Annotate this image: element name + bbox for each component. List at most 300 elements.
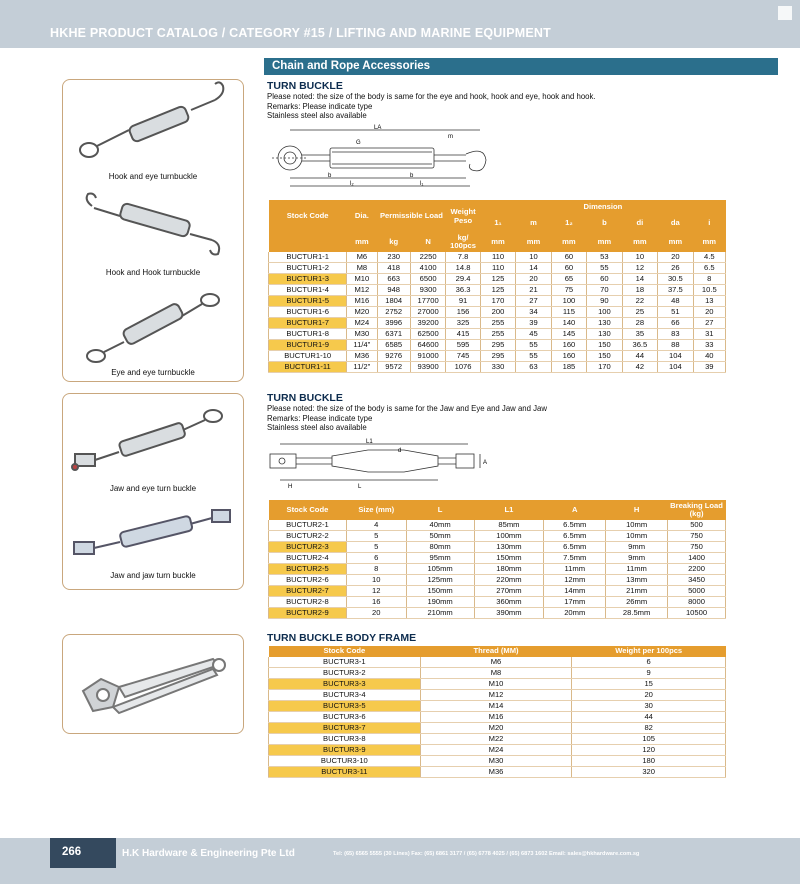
- value-cell: 220mm: [474, 575, 544, 586]
- value-cell: 100: [551, 296, 586, 307]
- caption-hook-hook: Hook and Hook turnbuckle: [105, 268, 201, 277]
- table-row: [269, 690, 726, 701]
- stock-code-cell: BUCTUR3-1: [269, 657, 421, 668]
- tb1-header-dim-4: di: [636, 217, 644, 227]
- value-cell: 11mm: [544, 564, 606, 575]
- value-cell: 948: [377, 285, 410, 296]
- value-cell: 150mm: [406, 586, 474, 597]
- page-number: 266: [50, 838, 116, 868]
- value-cell: 100: [587, 307, 622, 318]
- value-cell: 6: [346, 553, 406, 564]
- value-cell: 3996: [377, 318, 410, 329]
- tb1-diagram-label-l1: l₁: [420, 181, 424, 187]
- table-row: [269, 274, 726, 285]
- value-cell: 22: [622, 296, 657, 307]
- value-cell: M8: [347, 263, 377, 274]
- value-cell: 65: [551, 274, 586, 285]
- value-cell: M6: [420, 657, 572, 668]
- value-cell: M6: [347, 252, 377, 263]
- value-cell: 160: [551, 340, 586, 351]
- stock-code-cell: BUCTUR2-8: [269, 597, 347, 608]
- value-cell: 595: [446, 340, 480, 351]
- stock-code-cell: BUCTUR1-5: [269, 296, 347, 307]
- tb2-title: TURN BUCKLE: [267, 392, 343, 404]
- tb2-header-5: H: [633, 504, 640, 514]
- table-row: [269, 542, 726, 553]
- value-cell: M8: [420, 668, 572, 679]
- value-cell: 270mm: [474, 586, 544, 597]
- value-cell: 70: [587, 285, 622, 296]
- tb2-diagram-label-l1: L1: [366, 439, 373, 445]
- table-row: [269, 553, 726, 564]
- tb2-header-0: Stock Code: [286, 504, 329, 514]
- value-cell: 1400: [668, 553, 726, 564]
- value-cell: 91000: [410, 351, 445, 362]
- body-frame-image-box: [62, 634, 244, 734]
- tb1-diagram-label-b2: b: [410, 173, 414, 179]
- value-cell: 93900: [410, 362, 445, 373]
- tb3-header-2: Weight per 100pcs: [615, 646, 683, 656]
- value-cell: 62500: [410, 329, 445, 340]
- caption-jaw-eye: Jaw and eye turn buckle: [109, 484, 197, 493]
- tb3-table: [268, 646, 726, 778]
- value-cell: 20: [346, 608, 406, 619]
- tb2-table: [268, 500, 726, 619]
- value-cell: 6.5mm: [544, 542, 606, 553]
- value-cell: 170: [480, 296, 515, 307]
- table-row: [269, 679, 726, 690]
- value-cell: 10: [516, 252, 551, 263]
- value-cell: 150mm: [474, 553, 544, 564]
- value-cell: 9mm: [606, 542, 668, 553]
- tb1-units-row: [269, 231, 726, 252]
- value-cell: 13mm: [606, 575, 668, 586]
- stock-code-cell: BUCTUR1-6: [269, 307, 347, 318]
- stock-code-cell: BUCTUR3-8: [269, 734, 421, 745]
- value-cell: 14.8: [446, 263, 480, 274]
- value-cell: M14: [420, 701, 572, 712]
- value-cell: 6.5mm: [544, 520, 606, 531]
- value-cell: 26: [658, 263, 693, 274]
- value-cell: 150: [587, 351, 622, 362]
- value-cell: 10: [622, 252, 657, 263]
- stock-code-cell: BUCTUR2-6: [269, 575, 347, 586]
- value-cell: 115: [551, 307, 586, 318]
- value-cell: 360mm: [474, 597, 544, 608]
- table-row: [269, 745, 726, 756]
- value-cell: 21: [516, 285, 551, 296]
- value-cell: 10500: [668, 608, 726, 619]
- table-row: [269, 329, 726, 340]
- tb2-header-row: [269, 500, 726, 520]
- stock-code-cell: BUCTUR2-9: [269, 608, 347, 619]
- tb1-diagram-label-la: LA: [374, 125, 382, 131]
- value-cell: 11/2": [347, 362, 377, 373]
- value-cell: 104: [658, 351, 693, 362]
- value-cell: 35: [622, 329, 657, 340]
- value-cell: 39: [516, 318, 551, 329]
- value-cell: 28: [622, 318, 657, 329]
- value-cell: 125: [480, 285, 515, 296]
- value-cell: 745: [446, 351, 480, 362]
- table-row: [269, 701, 726, 712]
- stock-code-cell: BUCTUR1-11: [269, 362, 347, 373]
- value-cell: 10.5: [693, 285, 725, 296]
- tb2-diagram-label-d: d: [398, 448, 402, 454]
- table-row: [269, 767, 726, 778]
- value-cell: 66: [658, 318, 693, 329]
- value-cell: 180: [572, 756, 726, 767]
- value-cell: 4: [346, 520, 406, 531]
- value-cell: 11/4": [347, 340, 377, 351]
- value-cell: 130: [587, 318, 622, 329]
- value-cell: 130: [587, 329, 622, 340]
- value-cell: 6: [572, 657, 726, 668]
- stock-code-cell: BUCTUR3-10: [269, 756, 421, 767]
- value-cell: 60: [587, 274, 622, 285]
- value-cell: 31: [693, 329, 725, 340]
- value-cell: 104: [658, 362, 693, 373]
- table-row: [269, 263, 726, 274]
- tb2-note-1: Please noted: the size of the body is same for the Jaw and Eye and Jaw and Jaw: [267, 404, 547, 413]
- value-cell: M36: [347, 351, 377, 362]
- header-band: [0, 0, 800, 48]
- value-cell: 210mm: [406, 608, 474, 619]
- value-cell: 390mm: [474, 608, 544, 619]
- tb1-header-stock: Stock Code: [286, 211, 329, 220]
- value-cell: 4.5: [693, 252, 725, 263]
- value-cell: 83: [658, 329, 693, 340]
- value-cell: 100mm: [474, 531, 544, 542]
- value-cell: 295: [480, 340, 515, 351]
- value-cell: 60: [551, 252, 586, 263]
- value-cell: 20: [516, 274, 551, 285]
- value-cell: 88: [658, 340, 693, 351]
- contact-info: Tel: (65) 6565 5555 (30 Lines) Fax: (65) 6861 3177 / (65) 6778 4025 / (65) 6873 1602 Email: sales@hkhardware.com.sg: [333, 851, 640, 857]
- value-cell: 156: [446, 307, 480, 318]
- table-row: [269, 756, 726, 767]
- value-cell: 33: [693, 340, 725, 351]
- value-cell: 180mm: [474, 564, 544, 575]
- value-cell: 500: [668, 520, 726, 531]
- value-cell: 44: [622, 351, 657, 362]
- stock-code-cell: BUCTUR1-8: [269, 329, 347, 340]
- table-row: [269, 597, 726, 608]
- tb1-diagram-label-l2: l₂: [350, 181, 354, 187]
- tb1-unit-1: kg: [389, 236, 399, 246]
- tb1-diagram-label-b1: b: [328, 173, 332, 179]
- value-cell: 415: [446, 329, 480, 340]
- value-cell: M10: [347, 274, 377, 285]
- value-cell: 48: [658, 296, 693, 307]
- value-cell: 190mm: [406, 597, 474, 608]
- table-row: [269, 351, 726, 362]
- value-cell: 80mm: [406, 542, 474, 553]
- tb1-table: [268, 200, 726, 373]
- value-cell: 230: [377, 252, 410, 263]
- tb1-unit-8: mm: [633, 236, 647, 246]
- value-cell: 14: [622, 274, 657, 285]
- value-cell: 5: [346, 531, 406, 542]
- value-cell: 2250: [410, 252, 445, 263]
- stock-code-cell: BUCTUR1-10: [269, 351, 347, 362]
- value-cell: 82: [572, 723, 726, 734]
- stock-code-cell: BUCTUR1-4: [269, 285, 347, 296]
- value-cell: 51: [658, 307, 693, 318]
- value-cell: 40: [693, 351, 725, 362]
- tb1-unit-9: mm: [668, 236, 683, 246]
- caption-jaw-jaw: Jaw and jaw turn buckle: [110, 571, 196, 580]
- stock-code-cell: BUCTUR2-3: [269, 542, 347, 553]
- tb1-header-dim-1: m: [530, 217, 537, 227]
- footer-band: [0, 838, 800, 884]
- tb1-header-dim-0: 1₁: [494, 217, 502, 227]
- table-row: [269, 252, 726, 263]
- value-cell: M30: [347, 329, 377, 340]
- tb1-header-dim-6: i: [708, 217, 711, 227]
- value-cell: 5000: [668, 586, 726, 597]
- table-row: [269, 734, 726, 745]
- value-cell: 185: [551, 362, 586, 373]
- stock-code-cell: BUCTUR2-1: [269, 520, 347, 531]
- value-cell: 150: [587, 340, 622, 351]
- value-cell: 418: [377, 263, 410, 274]
- value-cell: 325: [446, 318, 480, 329]
- value-cell: 44: [572, 712, 726, 723]
- value-cell: 17mm: [544, 597, 606, 608]
- tb1-unit-0: mm: [355, 236, 369, 246]
- value-cell: 85mm: [474, 520, 544, 531]
- value-cell: 20: [572, 690, 726, 701]
- value-cell: 105: [572, 734, 726, 745]
- value-cell: 26mm: [606, 597, 668, 608]
- tb1-header-permissible: Permissible Load: [379, 211, 443, 220]
- value-cell: M12: [347, 285, 377, 296]
- stock-code-cell: BUCTUR2-7: [269, 586, 347, 597]
- value-cell: 13: [693, 296, 725, 307]
- value-cell: 27: [693, 318, 725, 329]
- stock-code-cell: BUCTUR1-3: [269, 274, 347, 285]
- value-cell: 7.5mm: [544, 553, 606, 564]
- tb1-note-2: Remarks: Please indicate type: [267, 101, 373, 111]
- table-row: [269, 657, 726, 668]
- body-frame-image: [63, 635, 245, 735]
- value-cell: M24: [420, 745, 572, 756]
- value-cell: 663: [377, 274, 410, 285]
- value-cell: 75: [551, 285, 586, 296]
- company-name: H.K Hardware & Engineering Pte Ltd: [122, 848, 295, 859]
- value-cell: 6500: [410, 274, 445, 285]
- tb2-note-3: Stainless steel also available: [267, 423, 367, 433]
- value-cell: 130mm: [474, 542, 544, 553]
- value-cell: 8: [693, 274, 725, 285]
- value-cell: 9: [572, 668, 726, 679]
- stock-code-cell: BUCTUR2-5: [269, 564, 347, 575]
- value-cell: 6.5mm: [544, 531, 606, 542]
- tb2-header-2: L: [437, 504, 443, 514]
- value-cell: 125mm: [406, 575, 474, 586]
- value-cell: 105mm: [406, 564, 474, 575]
- value-cell: 1804: [377, 296, 410, 307]
- value-cell: 20: [658, 252, 693, 263]
- tb3-body: [269, 657, 726, 778]
- tb1-title: TURN BUCKLE: [267, 80, 343, 92]
- value-cell: 6.5: [693, 263, 725, 274]
- value-cell: M16: [347, 296, 377, 307]
- value-cell: 10mm: [606, 531, 668, 542]
- tb1-diagram-label-g: G: [356, 140, 361, 146]
- tb1-diagram-label-m: m: [448, 134, 453, 140]
- stock-code-cell: BUCTUR3-11: [269, 767, 421, 778]
- table-row: [269, 318, 726, 329]
- tb1-unit-7: mm: [597, 236, 612, 246]
- value-cell: 36.3: [446, 285, 480, 296]
- tb2-diagram-label-h: H: [288, 484, 293, 490]
- value-cell: 750: [668, 531, 726, 542]
- value-cell: 45: [516, 329, 551, 340]
- table-row: [269, 712, 726, 723]
- stock-code-cell: BUCTUR3-5: [269, 701, 421, 712]
- tb1-note-3: Stainless steel also available: [267, 111, 367, 121]
- value-cell: 39: [693, 362, 725, 373]
- value-cell: 8: [346, 564, 406, 575]
- tb1-header-dimension: Dimension: [583, 202, 623, 211]
- stock-code-cell: BUCTUR1-2: [269, 263, 347, 274]
- tb1-header-weight: Weight Peso: [450, 206, 476, 225]
- value-cell: 1076: [446, 362, 480, 373]
- value-cell: M16: [420, 712, 572, 723]
- value-cell: 63: [516, 362, 551, 373]
- value-cell: M20: [420, 723, 572, 734]
- value-cell: 17700: [410, 296, 445, 307]
- hook-hook-turnbuckle-image: [62, 190, 244, 270]
- corner-mark: [778, 6, 792, 20]
- stock-code-cell: BUCTUR1-1: [269, 252, 347, 263]
- value-cell: 5: [346, 542, 406, 553]
- tb1-diagram: [270, 122, 510, 194]
- value-cell: 64600: [410, 340, 445, 351]
- value-cell: M10: [420, 679, 572, 690]
- stock-code-cell: BUCTUR3-7: [269, 723, 421, 734]
- stock-code-cell: BUCTUR3-9: [269, 745, 421, 756]
- value-cell: 18: [622, 285, 657, 296]
- stock-code-cell: BUCTUR1-7: [269, 318, 347, 329]
- value-cell: 9572: [377, 362, 410, 373]
- value-cell: 40mm: [406, 520, 474, 531]
- value-cell: 9mm: [606, 553, 668, 564]
- value-cell: 30: [572, 701, 726, 712]
- tb3-header-1: Thread (MM): [473, 646, 519, 656]
- value-cell: 255: [480, 318, 515, 329]
- value-cell: 39200: [410, 318, 445, 329]
- value-cell: M24: [347, 318, 377, 329]
- value-cell: 12: [346, 586, 406, 597]
- value-cell: 20: [693, 307, 725, 318]
- value-cell: 12mm: [544, 575, 606, 586]
- tb1-header-dim-3: b: [602, 217, 607, 227]
- value-cell: 9276: [377, 351, 410, 362]
- value-cell: M12: [420, 690, 572, 701]
- tb3-header-row: [269, 646, 726, 657]
- value-cell: 145: [551, 329, 586, 340]
- stock-code-cell: BUCTUR1-9: [269, 340, 347, 351]
- tb1-unit-6: mm: [562, 236, 576, 246]
- stock-code-cell: BUCTUR3-6: [269, 712, 421, 723]
- tb3-header-0: Stock Code: [323, 646, 366, 656]
- tb2-diagram-label-l: L: [358, 484, 362, 490]
- value-cell: 200: [480, 307, 515, 318]
- value-cell: 25: [622, 307, 657, 318]
- value-cell: 8000: [668, 597, 726, 608]
- value-cell: 14: [516, 263, 551, 274]
- tb2-diagram: [262, 436, 502, 492]
- caption-eye-eye: Eye and eye turnbuckle: [111, 368, 195, 377]
- tb1-header-dia: Dia.: [354, 211, 369, 220]
- value-cell: 34: [516, 307, 551, 318]
- value-cell: 330: [480, 362, 515, 373]
- table-row: [269, 668, 726, 679]
- value-cell: 14mm: [544, 586, 606, 597]
- value-cell: 2752: [377, 307, 410, 318]
- tb2-header-6: Breaking Load (kg): [670, 500, 723, 518]
- value-cell: 27: [516, 296, 551, 307]
- value-cell: 140: [551, 318, 586, 329]
- value-cell: 27000: [410, 307, 445, 318]
- table-row: [269, 520, 726, 531]
- eye-eye-turnbuckle-image: [62, 286, 244, 370]
- stock-code-cell: BUCTUR3-3: [269, 679, 421, 690]
- value-cell: 20mm: [544, 608, 606, 619]
- value-cell: 255: [480, 329, 515, 340]
- value-cell: 30.5: [658, 274, 693, 285]
- stock-code-cell: BUCTUR3-2: [269, 668, 421, 679]
- value-cell: 7.8: [446, 252, 480, 263]
- table-row: [269, 340, 726, 351]
- value-cell: 10mm: [606, 520, 668, 531]
- value-cell: 55: [516, 351, 551, 362]
- table-row: [269, 531, 726, 542]
- table-row: [269, 296, 726, 307]
- catalog-title: HKHE PRODUCT CATALOG / CATEGORY #15 / LIFTING AND MARINE EQUIPMENT: [50, 26, 551, 40]
- value-cell: 29.4: [446, 274, 480, 285]
- value-cell: 4100: [410, 263, 445, 274]
- tb1-unit-2: N: [425, 236, 431, 246]
- tb1-unit-3: kg/ 100pcs: [450, 232, 476, 250]
- value-cell: 10: [346, 575, 406, 586]
- value-cell: 16: [346, 597, 406, 608]
- value-cell: 95mm: [406, 553, 474, 564]
- value-cell: 60: [551, 263, 586, 274]
- value-cell: 12: [622, 263, 657, 274]
- value-cell: 2200: [668, 564, 726, 575]
- value-cell: 21mm: [606, 586, 668, 597]
- tb1-header-dim-2: 1₂: [565, 217, 573, 227]
- table-row: [269, 575, 726, 586]
- value-cell: 55: [516, 340, 551, 351]
- tb1-header-dim-5: da: [670, 217, 680, 227]
- table-row: [269, 307, 726, 318]
- value-cell: 170: [587, 362, 622, 373]
- value-cell: 110: [480, 263, 515, 274]
- tb1-unit-4: mm: [491, 236, 505, 246]
- value-cell: 53: [587, 252, 622, 263]
- tb2-header-1: Size (mm): [358, 504, 395, 514]
- stock-code-cell: BUCTUR3-4: [269, 690, 421, 701]
- value-cell: 36.5: [622, 340, 657, 351]
- table-row: [269, 608, 726, 619]
- value-cell: 320: [572, 767, 726, 778]
- table-row: [269, 285, 726, 296]
